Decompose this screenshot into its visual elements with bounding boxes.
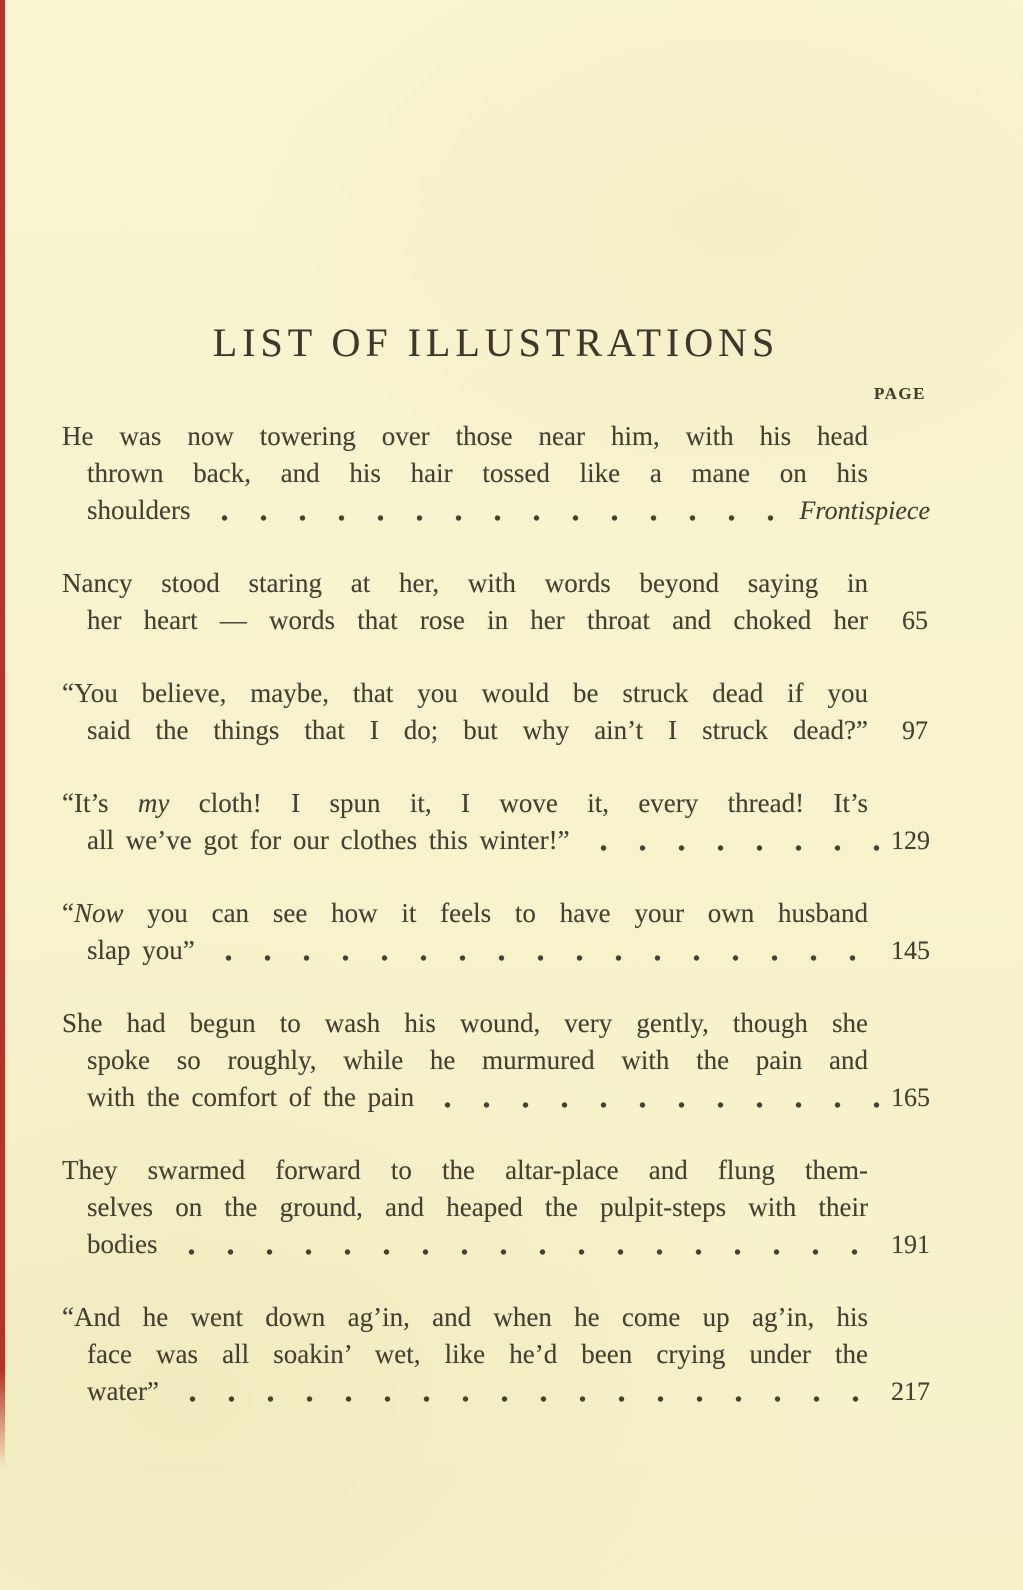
dot-leader — [209, 932, 881, 969]
entry-text-segment: She had begun to wash his wound, very gently, though she — [62, 1008, 868, 1038]
entry-text-segment: selves on the ground, and heaped the pulpit-steps with their — [87, 1192, 868, 1222]
entry-text — [62, 785, 868, 822]
page-number: 129 — [891, 826, 930, 855]
entry-text-segment: water” — [87, 1376, 159, 1406]
dot-leader — [173, 1373, 881, 1410]
entry-text-segment: you can see how it feels to have your own husband — [123, 898, 868, 928]
entry-text — [87, 602, 868, 639]
entry-text — [87, 1373, 159, 1410]
illustration-entry — [62, 1152, 930, 1263]
entry-text — [87, 1336, 868, 1373]
entry-text-segment: “And he went down ag’in, and when he come up ag’in, his — [62, 1302, 868, 1332]
entry-text — [62, 565, 868, 602]
entry-text — [62, 1299, 868, 1336]
entry-line — [62, 1226, 930, 1263]
entry-text-segment: “You believe, maybe, that you would be struck dead if you — [62, 678, 868, 708]
page-number: 145 — [891, 936, 930, 965]
entry-text — [62, 1005, 868, 1042]
entry-text-segment: with the comfort of the pain — [87, 1082, 415, 1112]
entry-text-segment: all we’ve got for our clothes this winter!” — [87, 825, 570, 855]
illustration-entry — [62, 785, 930, 859]
entry-line — [62, 675, 930, 712]
entry-text — [62, 418, 868, 455]
entry-line — [62, 712, 930, 749]
entry-line — [62, 602, 930, 639]
entry-line — [62, 1189, 930, 1226]
entry-text-segment: “ — [62, 898, 74, 928]
illustration-entry — [62, 1005, 930, 1116]
entry-text — [62, 895, 868, 932]
entry-line — [62, 1373, 930, 1410]
entry-text-italic: my — [137, 788, 170, 818]
entry-text-segment: cloth! I spun it, I wove it, every thread! It’s — [169, 788, 868, 818]
entry-text-segment: said the things that I do; but why ain’t I struck dead?” — [87, 715, 868, 745]
entry-line — [62, 1005, 930, 1042]
dot-leader — [172, 1226, 882, 1263]
illustration-entry — [62, 1299, 930, 1410]
entry-text-segment: face was all soakin’ wet, like he’d been crying under the — [87, 1339, 868, 1369]
entry-text-segment: shoulders — [87, 495, 191, 525]
entry-line — [62, 1152, 930, 1189]
entry-text — [87, 1189, 868, 1226]
entry-line — [62, 1336, 930, 1373]
entry-text — [87, 1079, 414, 1116]
entry-line — [62, 932, 930, 969]
entry-text — [87, 1226, 158, 1263]
entry-text-segment: slap you” — [87, 935, 195, 965]
left-red-deckle-edge — [0, 0, 5, 1470]
illustration-entry — [62, 565, 930, 639]
page-title: LIST OF ILLUSTRATIONS — [212, 320, 780, 365]
entry-text — [87, 492, 191, 529]
entry-line — [62, 1042, 930, 1079]
entry-text-segment: bodies — [87, 1229, 158, 1259]
entry-text-segment: He was now towering over those near him, with his head — [62, 421, 868, 451]
illustration-entry — [62, 895, 930, 969]
entry-line — [62, 895, 930, 932]
entry-text-italic: Now — [73, 898, 124, 928]
entry-text — [87, 1042, 868, 1079]
entry-line — [62, 418, 930, 455]
entry-line — [62, 822, 930, 859]
entry-text — [87, 712, 868, 749]
page-number: 191 — [891, 1230, 930, 1259]
dot-leader — [205, 492, 790, 529]
entry-text-segment: “It’s — [62, 788, 138, 818]
page-number: 65 — [902, 606, 928, 635]
entry-text — [87, 932, 195, 969]
entry-text — [62, 675, 868, 712]
entry-text-segment: her heart — words that rose in her throat and choked her — [87, 605, 868, 635]
entry-line — [62, 785, 930, 822]
illustration-entry — [62, 675, 930, 749]
entry-text — [87, 822, 570, 859]
illustration-entry — [62, 418, 930, 529]
entry-text — [87, 455, 868, 492]
page-number: 217 — [891, 1377, 930, 1406]
entry-text-segment: Nancy stood staring at her, with words beyond saying in — [62, 568, 868, 598]
page-column-label: PAGE — [874, 384, 926, 403]
page-number: 97 — [902, 716, 928, 745]
entry-line — [62, 565, 930, 602]
entry-line — [62, 492, 930, 529]
entry-text-segment: spoke so roughly, while he murmured with the pain and — [87, 1045, 868, 1075]
entry-line — [62, 1299, 930, 1336]
entry-text — [62, 1152, 868, 1189]
illustrations-list — [62, 418, 930, 1410]
entry-line — [62, 455, 930, 492]
entry-line — [62, 1079, 930, 1116]
dot-leader — [428, 1079, 881, 1116]
dot-leader — [584, 822, 881, 859]
page-number: Frontispiece — [799, 496, 930, 525]
entry-text-segment: They swarmed forward to the altar-place and flung them- — [62, 1155, 868, 1185]
entry-text-segment: thrown back, and his hair tossed like a mane on his — [87, 458, 868, 488]
page-content — [62, 0, 930, 1410]
page-number: 165 — [891, 1083, 930, 1112]
